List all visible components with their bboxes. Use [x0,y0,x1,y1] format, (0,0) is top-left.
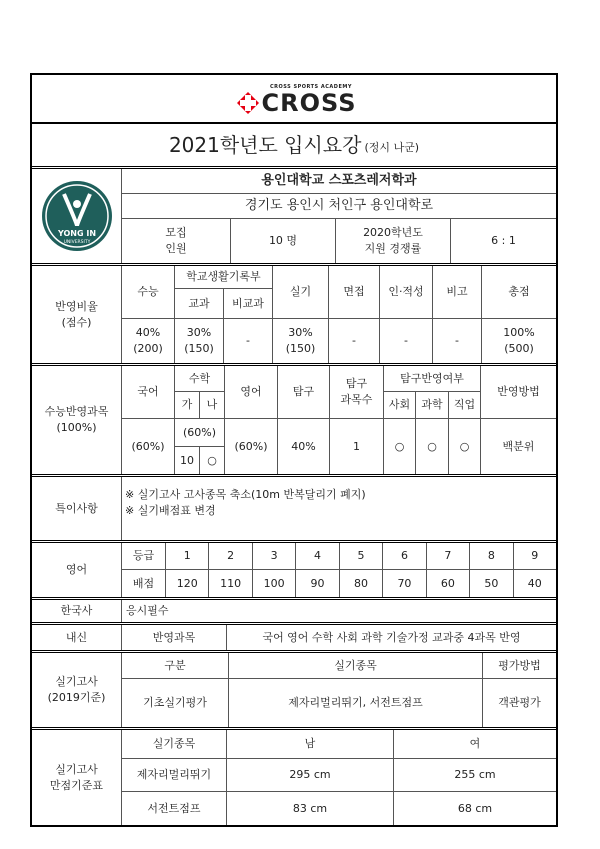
ratio-label [32,266,121,363]
notes-label: 특이사항 [55,501,98,515]
perfect-header-female: 여 [469,737,481,750]
suneung-header-method: 반영방법 [497,385,540,398]
ratio-value-practical [273,319,328,363]
ratio-value-subject [175,319,223,363]
ratio-practical-percent: 30% [288,326,313,339]
practical-label-1: 실기고사 [55,675,98,688]
practical-header-category: 구분 [164,658,186,672]
practical-label [32,653,121,727]
ratio-subject-score: (150) [184,342,214,355]
cross-academy-text: CROSS SPORTS ACADEMY [270,84,352,90]
yongin-university-emblem-icon [41,180,113,252]
suneung-header-social: 사회 [388,398,411,411]
ratio-header-school-record: 학교생활기록부 [186,270,261,283]
perfect-row-male: 295 cm [289,768,331,781]
perfect-label-2: 만점기준표 [49,778,104,792]
english-score-label: 배점 [132,576,155,590]
admission-sheet [30,73,558,827]
suneung-header-inquiry: 탐구 [292,385,315,398]
emblem-text-2: UNIVERSITY [63,240,90,245]
ratio-suneung-percent: 40% [135,326,161,339]
suneung-label [32,366,121,474]
title-sub: (정시 나군) [364,140,420,154]
competition-label-2: 지원 경쟁률 [364,242,422,255]
ratio-value-suneung [122,319,174,363]
suneung-value-english: (60%) [234,439,268,453]
english-grade-cell: 9 [531,549,539,562]
practical-row-category: 기초실기평가 [143,696,207,709]
english-grade-cell: 8 [487,549,495,562]
perfect-row-male: 83 cm [292,801,328,815]
suneung-header-math: 수학 [188,371,211,385]
ratio-label-2: (점수) [61,315,92,329]
suneung-header-science: 과학 [421,398,443,411]
practical-header-method: 평가방법 [498,658,541,672]
recruit-value: 10 명 [268,234,298,247]
suneung-header-vocational: 직업 [453,398,476,411]
ratio-value-personality: - [404,334,408,347]
practical-label-2: (2019기준) [47,691,106,704]
ratio-header-interview: 면접 [343,285,365,298]
suneung-header-english: 영어 [240,385,262,398]
english-score-cell: 80 [353,576,368,590]
english-grade-cell: 7 [444,549,452,562]
cross-logo [212,80,380,120]
english-grade-label: 등급 [132,549,155,562]
english-score-cell: 120 [176,576,198,590]
note-item: ※ 실기배점표 변경 [125,504,216,517]
ratio-header-suneung: 수능 [137,285,159,298]
english-grade-cell: 6 [400,549,408,562]
notes-list [125,487,550,527]
emblem-text-1: YONG IN [57,229,96,238]
english-grade-cell: 2 [227,549,235,562]
suneung-label-1: 수능반영과목 [44,405,109,418]
suneung-value-korean: (60%) [131,439,165,453]
ratio-value-interview: - [352,334,356,347]
suneung-header-ga: 가 [181,398,193,411]
suneung-header-inquiry-count [330,366,383,418]
competition-label [336,219,450,263]
suneung-label-2: (100%) [56,421,97,434]
yongin-emblem [32,169,121,263]
suneung-header-inquiry-reflect: 탐구반영여부 [400,371,464,385]
perfect-row-event: 제자리멀리뛰기 [136,768,212,781]
suneung-value-vocational: ○ [459,439,470,453]
inquiry-count-label-1: 탐구 [345,377,368,390]
history-label: 한국사 [60,604,93,617]
suneung-value-na: ○ [207,453,217,467]
perfect-row-female: 68 cm [457,801,493,815]
ratio-header-personality: 인·적성 [388,285,424,298]
naesin-value: 국어 영어 수학 사회 과학 기술가정 교과중 4과목 반영 [262,630,521,644]
ratio-subject-percent: 30% [186,326,212,339]
practical-header-events: 실기종목 [334,658,377,672]
ratio-suneung-score: (200) [133,342,163,355]
history-value: 응시필수 [126,604,169,617]
english-score-cell: 100 [263,576,285,590]
school-name: 용인대학교 스포츠레저학과 [261,173,417,188]
cross-diamond-icon [236,91,260,115]
english-score-cell: 70 [397,576,412,590]
page-title [32,123,556,166]
suneung-header-korean: 국어 [137,385,159,398]
competition-label-1: 2020학년도 [363,226,423,239]
perfect-label-1: 실기고사 [55,762,98,776]
suneung-header-na: 나 [206,398,218,411]
english-score-cell: 90 [310,576,325,590]
title-main: 2021학년도 입시요강 [168,132,362,157]
recruit-label-1: 모집 [165,226,187,239]
perfect-label [32,730,121,825]
suneung-value-ga: 10 [180,453,194,467]
ratio-header-non-subject: 비교과 [232,296,264,310]
suneung-value-social: ○ [394,439,405,453]
english-score-cell: 110 [220,576,242,590]
note-item: ※ 실기고사 고사종목 축소(10m 반복달리기 폐지) [125,488,366,501]
english-score-cell: 60 [440,576,455,590]
practical-row-method: 객관평가 [498,696,541,709]
ratio-total-percent: 100% [503,326,535,339]
english-grade-cell: 5 [357,549,365,562]
ratio-header-practical: 실기 [289,285,312,298]
perfect-row-female: 255 cm [454,768,496,781]
ratio-value-other: - [455,334,459,347]
english-label: 영어 [65,563,88,576]
suneung-value-inquiry-count: 1 [353,439,360,453]
perfect-row-event: 서전트점프 [147,801,201,815]
english-score-cell: 50 [484,576,499,590]
ratio-value-total [482,319,556,363]
ratio-header-other: 비고 [446,285,468,298]
ratio-header-total: 총점 [508,285,530,298]
suneung-value-math: (60%) [182,425,217,439]
school-address: 경기도 용인시 처인구 용인대학로 [244,198,434,213]
practical-row-events: 제자리멀리뛰기, 서전트점프 [288,696,423,709]
ratio-header-subject: 교과 [188,296,210,310]
english-grade-cell: 4 [314,549,322,562]
competition-value: 6 : 1 [491,234,516,247]
perfect-header-male: 남 [304,737,316,750]
english-grade-cell: 1 [183,549,191,562]
english-grade-cell: 3 [270,549,278,562]
recruit-label [122,219,230,263]
naesin-label: 내신 [65,630,88,644]
ratio-value-non-subject: - [246,334,250,347]
perfect-header-event: 실기종목 [152,737,196,750]
ratio-label-1: 반영비율 [55,299,98,313]
ratio-total-score: (500) [504,342,534,355]
english-score-cell: 40 [527,576,542,590]
suneung-value-method: 백분위 [502,439,535,453]
suneung-value-inquiry: 40% [291,439,316,453]
ratio-practical-score: (150) [285,342,316,355]
inquiry-count-label-2: 과목수 [340,393,373,406]
suneung-value-science: ○ [427,439,437,453]
naesin-sub-label: 반영과목 [152,630,196,644]
recruit-label-2: 인원 [165,242,187,255]
cross-logo-text: CROSS [261,89,357,117]
